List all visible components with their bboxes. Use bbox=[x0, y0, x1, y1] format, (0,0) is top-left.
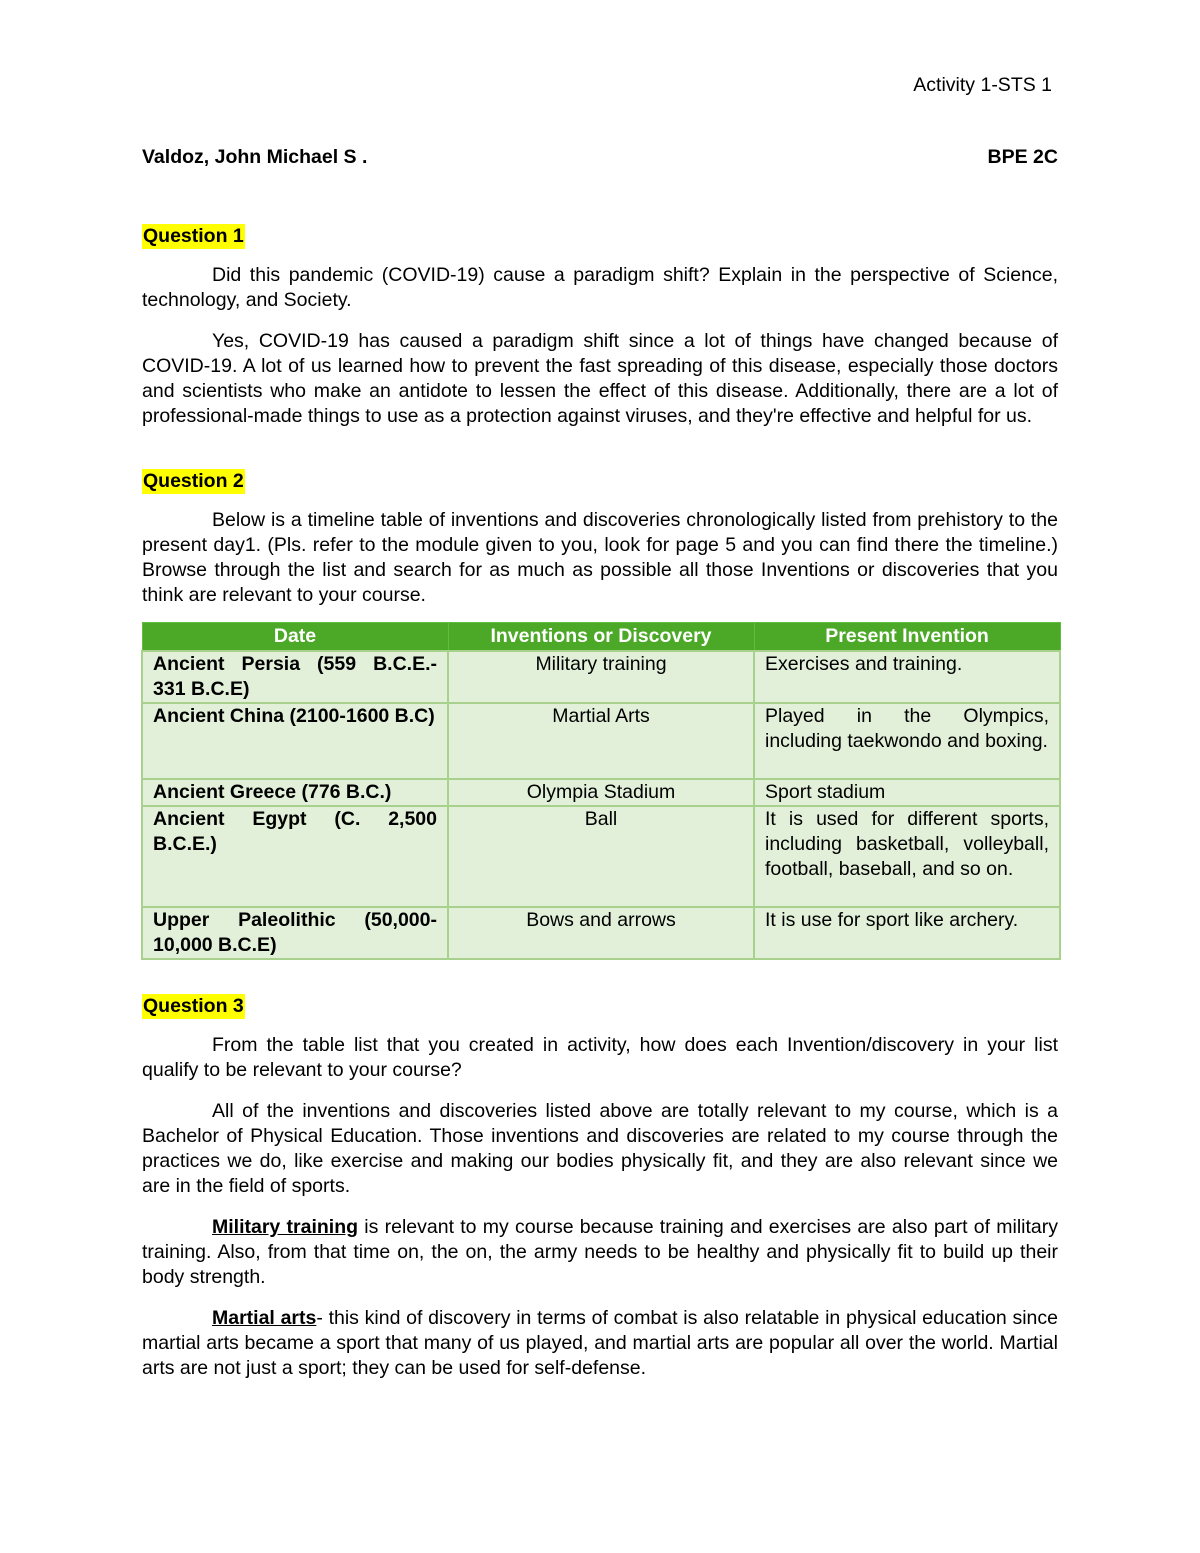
cell-present: It is used for different sports, including basketball, volleyball, football, baseball, and so on. bbox=[754, 806, 1060, 907]
cell-invention: Olympia Stadium bbox=[448, 779, 754, 806]
table-header-row bbox=[142, 623, 1060, 652]
question-3-prompt: From the table list that you created in activity, how does each Invention/discovery in your list qualify to be relevant to your course? bbox=[142, 1034, 1058, 1081]
cell-date: Ancient Egypt (C. 2,500 B.C.E.) bbox=[142, 806, 448, 907]
cell-present: Exercises and training. bbox=[754, 651, 1060, 703]
cell-date: Ancient Persia (559 B.C.E.- 331 B.C.E) bbox=[142, 651, 448, 703]
martial-arts-text: - this kind of discovery in terms of combat is also relatable in physical education since martial arts became a sport that many of us played, and martial arts are popular all over the world. Martial arts are not just a sport; they can be used for self-defense. bbox=[142, 1307, 1058, 1379]
student-name: Valdoz, John Michael S . bbox=[142, 146, 368, 168]
column-header-date: Date bbox=[142, 623, 448, 652]
cell-date: Ancient China (2100-1600 B.C) bbox=[142, 703, 448, 779]
military-training-term: Military training bbox=[212, 1216, 359, 1238]
question-2-heading: Question 2 bbox=[143, 470, 244, 492]
question-1-answer: Yes, COVID-19 has caused a paradigm shift since a lot of things have changed because of COVID-19. A lot of us learned how to prevent the fast spreading of this disease, especially those doctors and scientists who make an antidote to lessen the effect of this disease. Additionally, there are a lot of professional-made things to use as a protection against viruses, and they're effective and helpful for us. bbox=[142, 330, 1058, 427]
cell-invention: Bows and arrows bbox=[448, 907, 754, 959]
question-3-answer: All of the inventions and discoveries listed above are totally relevant to my course, which is a Bachelor of Physical Education. Those inventions and discoveries are related to my course through the practices we do, like exercise and making our bodies physically fit, and they are also relevant since we are in the field of sports. bbox=[142, 1100, 1058, 1197]
martial-arts-paragraph bbox=[142, 1306, 1058, 1381]
question-1-prompt: Did this pandemic (COVID-19) cause a paradigm shift? Explain in the perspective of Science, technology, and Society. bbox=[142, 264, 1058, 311]
table-row bbox=[142, 907, 1060, 959]
cell-date: Ancient Greece (776 B.C.) bbox=[142, 779, 448, 806]
question-3-heading: Question 3 bbox=[143, 995, 244, 1017]
student-info-line bbox=[142, 145, 1058, 170]
question-1-heading: Question 1 bbox=[143, 225, 244, 247]
question-2-prompt: Below is a timeline table of inventions and discoveries chronologically listed from prehistory to the present day1. (Pls. refer to the module given to you, look for page 5 and you can find there the timeline.) Browse through the list and search for as much as possible all those Inventions or discoveries that you think are relevant to your course. bbox=[142, 509, 1058, 606]
cell-invention: Military training bbox=[448, 651, 754, 703]
table-row bbox=[142, 703, 1060, 779]
question-3-section bbox=[142, 994, 1058, 1381]
activity-header: Activity 1-STS 1 bbox=[913, 74, 1052, 96]
cell-date: Upper Paleolithic (50,000-10,000 B.C.E) bbox=[142, 907, 448, 959]
military-training-text: is relevant to my course because training and exercises are also part of military training. Also, from that time on, the on, the army needs to be healthy and physically fit to build up their body strength. bbox=[142, 1216, 1059, 1288]
student-section: BPE 2C bbox=[987, 146, 1058, 168]
question-2-section bbox=[142, 469, 1058, 608]
cell-invention: Martial Arts bbox=[448, 703, 754, 779]
cell-present: Played in the Olympics, including taekwondo and boxing. bbox=[754, 703, 1060, 779]
martial-arts-term: Martial arts bbox=[212, 1307, 317, 1329]
cell-invention: Ball bbox=[448, 806, 754, 907]
cell-present: It is use for sport like archery. bbox=[754, 907, 1060, 959]
table-row bbox=[142, 651, 1060, 703]
inventions-timeline-table bbox=[141, 622, 1061, 960]
table-row bbox=[142, 779, 1060, 806]
column-header-present: Present Invention bbox=[754, 623, 1060, 652]
column-header-invention: Inventions or Discovery bbox=[448, 623, 754, 652]
table-row bbox=[142, 806, 1060, 907]
cell-present: Sport stadium bbox=[754, 779, 1060, 806]
military-training-paragraph bbox=[142, 1215, 1058, 1290]
question-1-section bbox=[142, 224, 1058, 429]
